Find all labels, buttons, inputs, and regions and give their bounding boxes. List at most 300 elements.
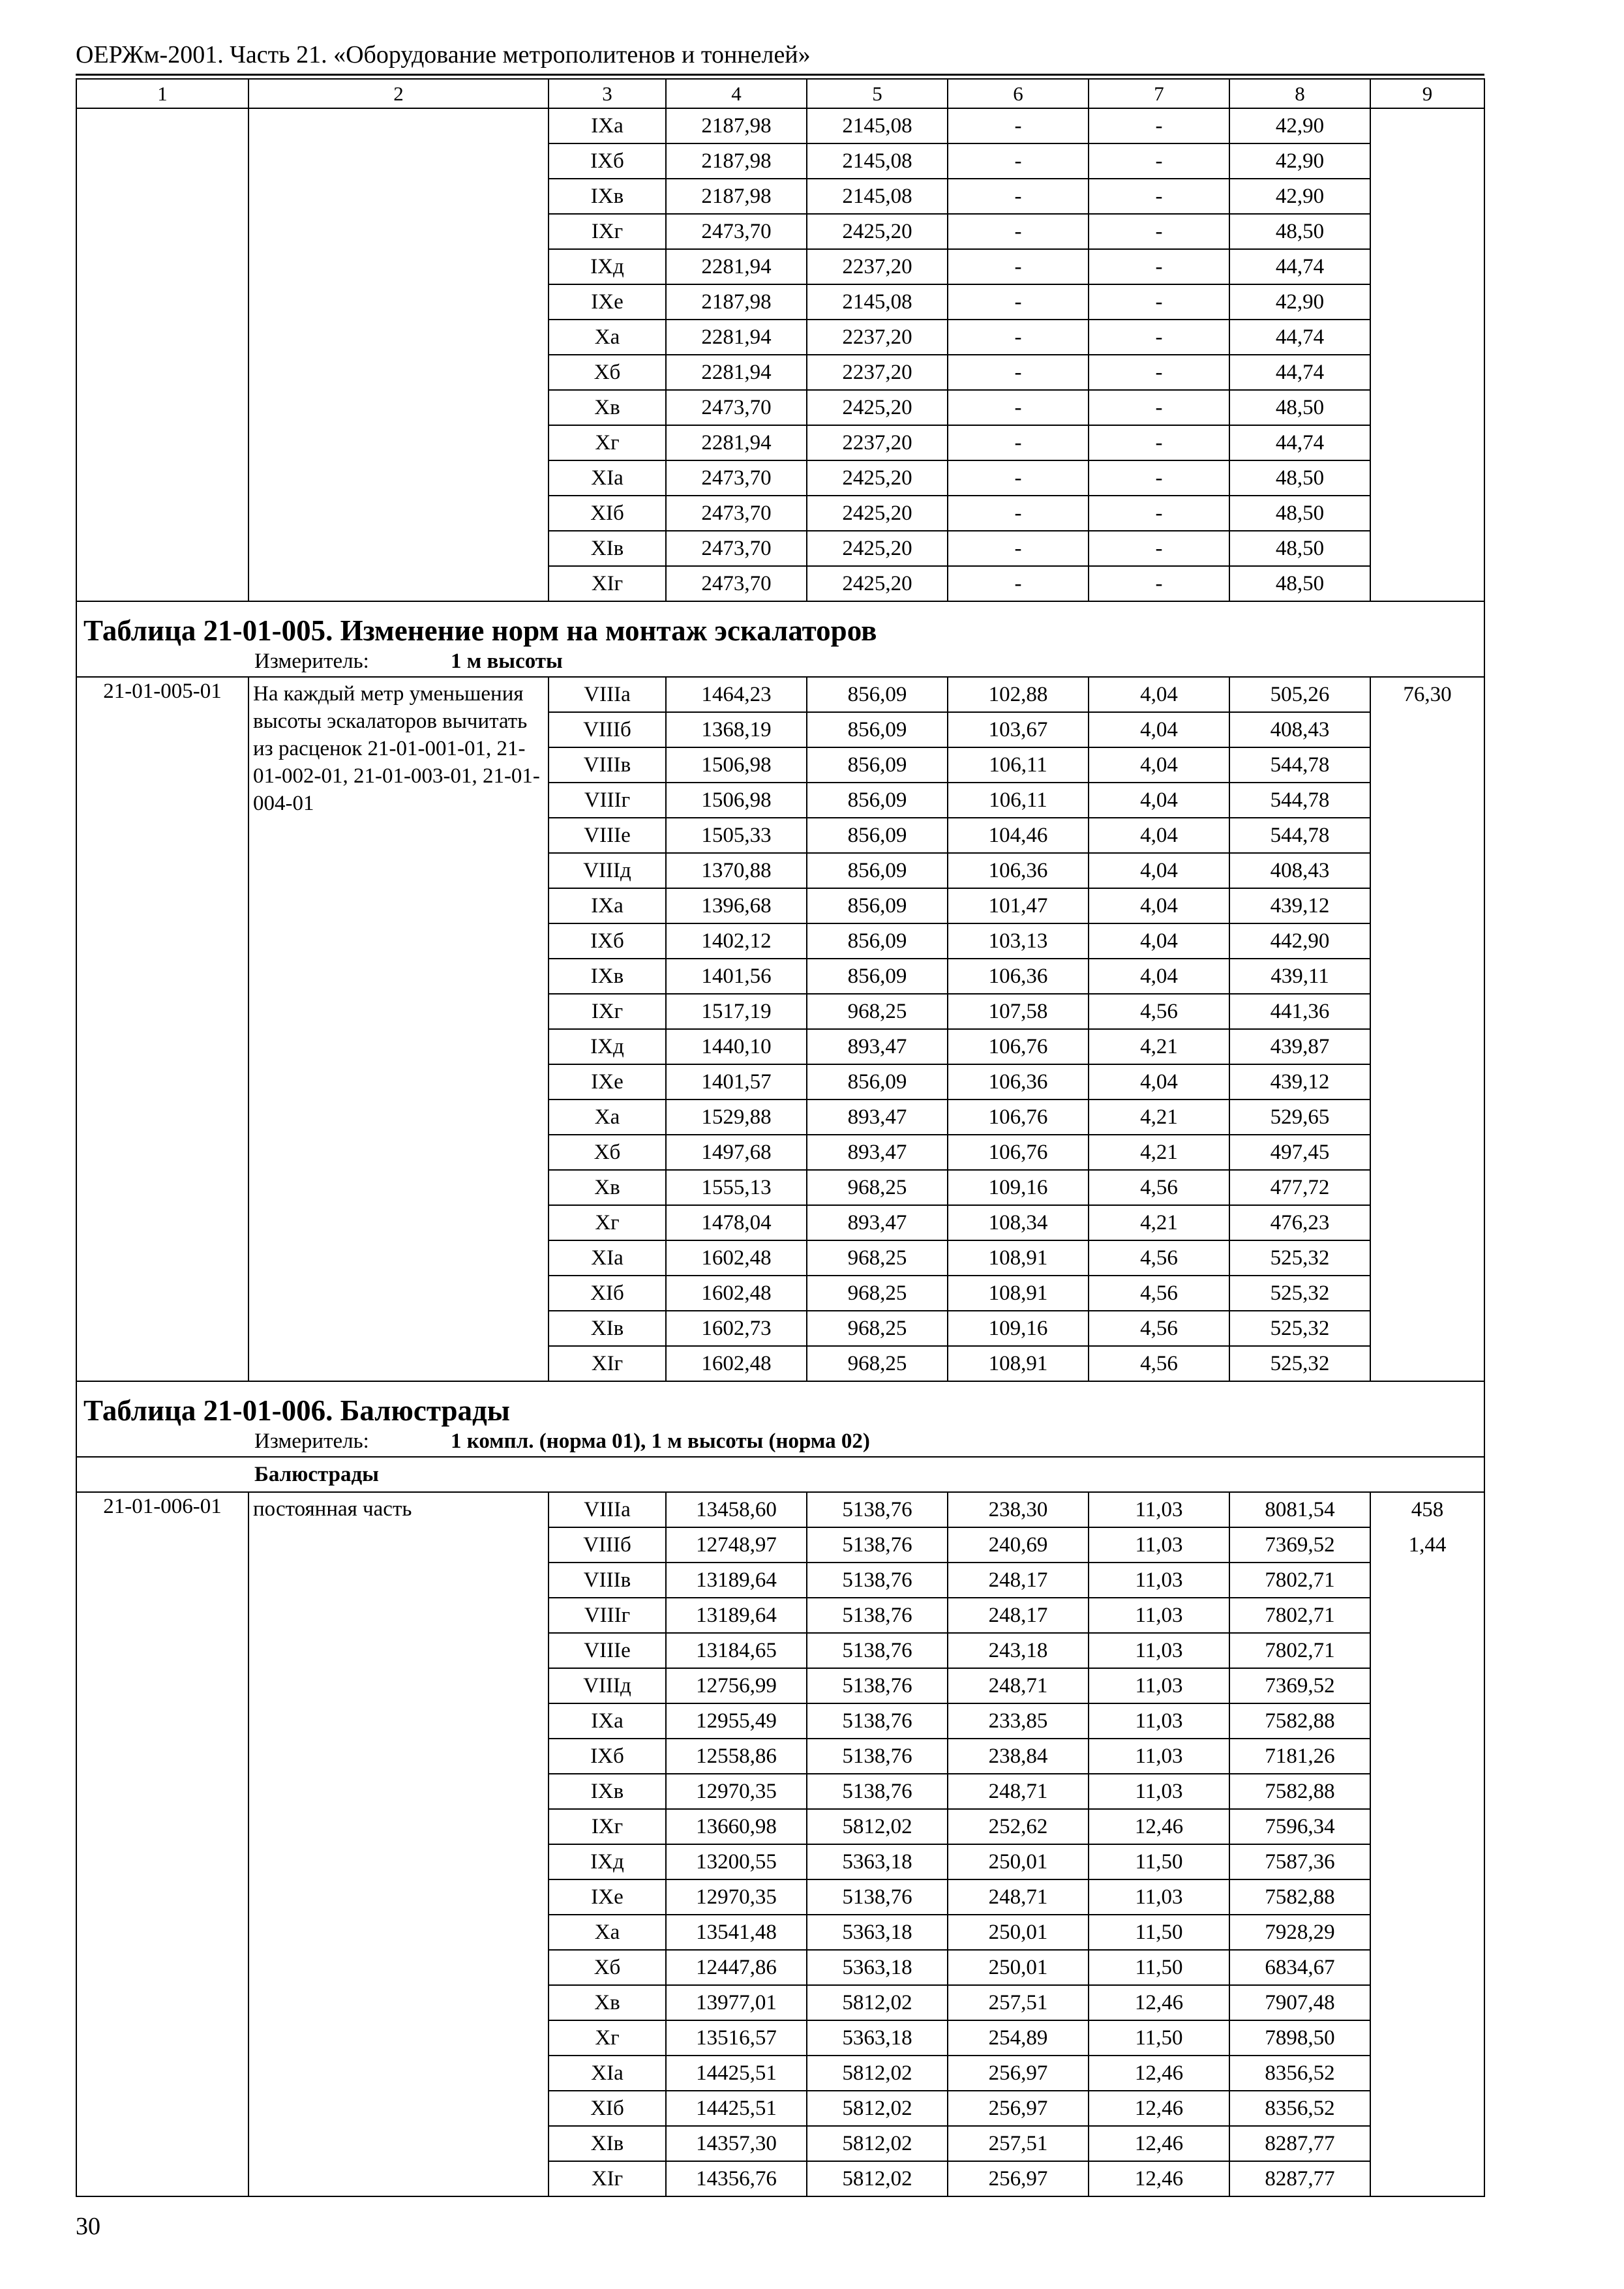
table-cell: VIIIг	[549, 783, 666, 818]
table-cell: 11,03	[1089, 1668, 1229, 1703]
table-cell: XIв	[549, 531, 666, 566]
table-cell: 106,76	[948, 1029, 1089, 1064]
table-cell: 4,04	[1089, 923, 1229, 959]
table-cell: 856,09	[807, 959, 948, 994]
table-cell: 1401,56	[666, 959, 807, 994]
table-cell: 248,71	[948, 1879, 1089, 1915]
table-cell: 4,56	[1089, 1170, 1229, 1205]
table-cell: 5812,02	[807, 2126, 948, 2161]
table-cell: 4,21	[1089, 1205, 1229, 1240]
table-cell: 2473,70	[666, 496, 807, 531]
table-cell: Xв	[549, 1985, 666, 2020]
measure-line	[77, 648, 1484, 676]
table-cell: 2425,20	[807, 566, 948, 601]
table-cell: 893,47	[807, 1205, 948, 1240]
table-cell: 525,32	[1229, 1346, 1370, 1381]
table-cell: 5812,02	[807, 2056, 948, 2091]
table-cell: 106,11	[948, 747, 1089, 783]
table-cell: 968,25	[807, 1240, 948, 1276]
table-cell: 11,50	[1089, 1950, 1229, 1985]
table-cell: IXа	[549, 108, 666, 143]
table-cell: 4,56	[1089, 1276, 1229, 1311]
table-cell: 13977,01	[666, 1985, 807, 2020]
table-cell: 856,09	[807, 818, 948, 853]
table-cell: Xа	[549, 320, 666, 355]
table-cell: 544,78	[1229, 818, 1370, 853]
table-cell: 8356,52	[1229, 2056, 1370, 2091]
table-cell: 48,50	[1229, 531, 1370, 566]
table-cell: -	[1089, 460, 1229, 496]
table-cell: 12,46	[1089, 2161, 1229, 2196]
column-number: 7	[1089, 79, 1229, 108]
table-cell: Xб	[549, 355, 666, 390]
table-cell: 1396,68	[666, 888, 807, 923]
table-cell: VIIIб	[549, 1527, 666, 1563]
table-cell: Xа	[549, 1100, 666, 1135]
table-cell: 1602,48	[666, 1346, 807, 1381]
table-cell: 1464,23	[666, 677, 807, 712]
table-cell: 4,56	[1089, 994, 1229, 1029]
table-cell: 44,74	[1229, 355, 1370, 390]
table-cell: 5363,18	[807, 1915, 948, 1950]
table-cell: 4,21	[1089, 1029, 1229, 1064]
table-cell: 5138,76	[807, 1492, 948, 1527]
table-row	[76, 1492, 1484, 1527]
table-cell: 2473,70	[666, 460, 807, 496]
table-cell: XIв	[549, 2126, 666, 2161]
table-cell: 1602,48	[666, 1240, 807, 1276]
table-cell: 248,17	[948, 1563, 1089, 1598]
table-cell: 5138,76	[807, 1774, 948, 1809]
subheading-row	[76, 1457, 1484, 1492]
table-cell: XIг	[549, 566, 666, 601]
table-cell: Xг	[549, 425, 666, 460]
section-subheading: Балюстрады	[76, 1457, 1484, 1492]
table-cell: 2145,08	[807, 179, 948, 214]
table-cell: 2473,70	[666, 566, 807, 601]
table-cell: 5138,76	[807, 1879, 948, 1915]
column-number-row	[76, 79, 1484, 108]
table-cell: 7802,71	[1229, 1633, 1370, 1668]
table-cell: -	[1089, 249, 1229, 284]
table-cell: -	[948, 214, 1089, 249]
table-cell: 529,65	[1229, 1100, 1370, 1135]
table-cell: 4,04	[1089, 1064, 1229, 1100]
table-cell: 12447,86	[666, 1950, 807, 1985]
table-cell: 4,21	[1089, 1100, 1229, 1135]
table-title: Таблица 21-01-005. Изменение норм на монтаж эскалаторов	[83, 614, 877, 647]
table-cell: 7181,26	[1229, 1739, 1370, 1774]
table-cell: 109,16	[948, 1170, 1089, 1205]
table-cell: 252,62	[948, 1809, 1089, 1844]
table-cell: 48,50	[1229, 496, 1370, 531]
table-cell: 250,01	[948, 1950, 1089, 1985]
table-cell: 856,09	[807, 888, 948, 923]
table-cell: VIIIв	[549, 1563, 666, 1598]
table-cell: 102,88	[948, 677, 1089, 712]
table-cell: -	[1089, 143, 1229, 179]
table-cell: 1602,73	[666, 1311, 807, 1346]
table-cell: VIIIа	[549, 1492, 666, 1527]
table-cell: 2425,20	[807, 531, 948, 566]
table-cell: 248,71	[948, 1774, 1089, 1809]
rate-description: На каждый метр уменьшения высоты эскалаторов вычитать из расценок 21-01-001-01, 21-01-002-01, 21-01-003-01, 21-01-004-01	[248, 677, 549, 1381]
table-cell: 2145,08	[807, 143, 948, 179]
table-cell: 11,03	[1089, 1527, 1229, 1563]
table-cell: 441,36	[1229, 994, 1370, 1029]
column-9-value: 458	[1411, 1498, 1444, 1521]
table-cell: 1529,88	[666, 1100, 807, 1135]
table-cell: 5138,76	[807, 1633, 948, 1668]
table-cell: 968,25	[807, 1311, 948, 1346]
table-cell: 104,46	[948, 818, 1089, 853]
table-cell: 4,04	[1089, 747, 1229, 783]
table-cell: 6834,67	[1229, 1950, 1370, 1985]
table-cell: 42,90	[1229, 108, 1370, 143]
table-cell: 5138,76	[807, 1527, 948, 1563]
table-cell: 44,74	[1229, 425, 1370, 460]
table-cell: 2473,70	[666, 214, 807, 249]
table-cell: 7582,88	[1229, 1703, 1370, 1739]
table-cell: 8287,77	[1229, 2126, 1370, 2161]
table-cell: -	[948, 566, 1089, 601]
table-heading	[76, 601, 1484, 677]
table-cell: 968,25	[807, 994, 948, 1029]
table-cell: 1505,33	[666, 818, 807, 853]
table-cell: 5363,18	[807, 1950, 948, 1985]
table-cell: 14425,51	[666, 2056, 807, 2091]
table-cell: 256,97	[948, 2056, 1089, 2091]
table-cell: Xв	[549, 390, 666, 425]
table-cell: 1478,04	[666, 1205, 807, 1240]
table-cell: 856,09	[807, 853, 948, 888]
table-cell: 240,69	[948, 1527, 1089, 1563]
table-cell: 12,46	[1089, 2091, 1229, 2126]
table-cell: VIIIд	[549, 853, 666, 888]
table-cell: 238,84	[948, 1739, 1089, 1774]
table-cell: 7898,50	[1229, 2020, 1370, 2056]
table-cell: 48,50	[1229, 566, 1370, 601]
table-cell: 408,43	[1229, 853, 1370, 888]
table-cell: IXд	[549, 1029, 666, 1064]
table-cell: 11,50	[1089, 1844, 1229, 1879]
table-cell: 254,89	[948, 2020, 1089, 2056]
table-cell: 2187,98	[666, 179, 807, 214]
table-cell: 856,09	[807, 923, 948, 959]
table-cell: 2281,94	[666, 425, 807, 460]
table-cell: 1440,10	[666, 1029, 807, 1064]
column-number: 6	[948, 79, 1089, 108]
table-cell: 12970,35	[666, 1774, 807, 1809]
table-cell: 4,21	[1089, 1135, 1229, 1170]
table-cell: 11,50	[1089, 1915, 1229, 1950]
table-cell: IXд	[549, 249, 666, 284]
table-cell: XIг	[549, 2161, 666, 2196]
table-cell: -	[948, 390, 1089, 425]
table-cell: 5363,18	[807, 2020, 948, 2056]
table-cell: 11,03	[1089, 1739, 1229, 1774]
table-cell: 505,26	[1229, 677, 1370, 712]
table-cell: -	[1089, 214, 1229, 249]
table-cell: 106,36	[948, 1064, 1089, 1100]
table-cell: 7802,71	[1229, 1598, 1370, 1633]
table-row	[76, 677, 1484, 712]
table-cell: 5138,76	[807, 1739, 948, 1774]
table-cell: 13541,48	[666, 1915, 807, 1950]
table-cell: VIIIг	[549, 1598, 666, 1633]
table-cell: 108,91	[948, 1346, 1089, 1381]
table-cell: IXе	[549, 1879, 666, 1915]
table-cell: -	[1089, 390, 1229, 425]
table-cell: 248,17	[948, 1598, 1089, 1633]
table-cell: 12748,97	[666, 1527, 807, 1563]
table-cell: 497,45	[1229, 1135, 1370, 1170]
table-cell: 525,32	[1229, 1311, 1370, 1346]
table-cell: 1602,48	[666, 1276, 807, 1311]
table-cell: IXд	[549, 1844, 666, 1879]
table-cell: 856,09	[807, 1064, 948, 1100]
table-cell: 256,97	[948, 2161, 1089, 2196]
table-cell: Xг	[549, 2020, 666, 2056]
table-cell: -	[948, 179, 1089, 214]
table-cell: 11,03	[1089, 1563, 1229, 1598]
column-number: 3	[549, 79, 666, 108]
table-cell: XIб	[549, 2091, 666, 2126]
table-cell: -	[1089, 355, 1229, 390]
table-cell: 5812,02	[807, 1985, 948, 2020]
table-cell: 250,01	[948, 1915, 1089, 1950]
price-table	[76, 78, 1485, 2197]
table-cell: 856,09	[807, 712, 948, 747]
table-cell: 1368,19	[666, 712, 807, 747]
measure-label: Измеритель:	[254, 1429, 369, 1453]
table-cell: 13200,55	[666, 1844, 807, 1879]
table-heading-row	[76, 601, 1484, 677]
table-cell: XIа	[549, 460, 666, 496]
table-cell: 1497,68	[666, 1135, 807, 1170]
table-cell: 14425,51	[666, 2091, 807, 2126]
table-cell: -	[1089, 566, 1229, 601]
table-cell: 42,90	[1229, 284, 1370, 320]
table-cell: 7907,48	[1229, 1985, 1370, 2020]
table-cell: 12756,99	[666, 1668, 807, 1703]
table-cell: IXв	[549, 959, 666, 994]
table-cell: 544,78	[1229, 747, 1370, 783]
table-cell: 2425,20	[807, 214, 948, 249]
table-cell: 108,34	[948, 1205, 1089, 1240]
column-9-value: 76,30	[1403, 683, 1452, 706]
table-cell: 856,09	[807, 747, 948, 783]
table-cell: VIIIе	[549, 818, 666, 853]
table-cell: -	[948, 531, 1089, 566]
table-cell: XIб	[549, 1276, 666, 1311]
table-cell: 233,85	[948, 1703, 1089, 1739]
table-cell: Xа	[549, 1915, 666, 1950]
column-9-values	[1370, 1492, 1484, 2196]
column-number: 1	[76, 79, 248, 108]
table-cell: 106,36	[948, 853, 1089, 888]
page-number: 30	[76, 2213, 100, 2240]
table-cell: 107,58	[948, 994, 1089, 1029]
table-cell: 13189,64	[666, 1563, 807, 1598]
table-cell: 856,09	[807, 677, 948, 712]
table-cell: -	[948, 496, 1089, 531]
table-cell: XIв	[549, 1311, 666, 1346]
table-cell: 7596,34	[1229, 1809, 1370, 1844]
table-cell: IXв	[549, 1774, 666, 1809]
measure-value: 1 компл. (норма 01), 1 м высоты (норма 02)	[451, 1429, 870, 1453]
table-cell: -	[948, 249, 1089, 284]
table-cell: 893,47	[807, 1135, 948, 1170]
table-cell: 2237,20	[807, 355, 948, 390]
table-cell: 106,36	[948, 959, 1089, 994]
table-cell: 109,16	[948, 1311, 1089, 1346]
table-cell: 4,04	[1089, 818, 1229, 853]
table-cell: 108,91	[948, 1276, 1089, 1311]
table-cell: IXе	[549, 1064, 666, 1100]
table-cell: 4,04	[1089, 677, 1229, 712]
table-cell: -	[948, 320, 1089, 355]
table-cell: XIа	[549, 1240, 666, 1276]
table-cell: -	[1089, 531, 1229, 566]
table-cell: 856,09	[807, 783, 948, 818]
column-number: 9	[1370, 79, 1484, 108]
table-cell: 2187,98	[666, 284, 807, 320]
table-cell: 11,03	[1089, 1633, 1229, 1668]
table-cell: 4,56	[1089, 1311, 1229, 1346]
table-cell: 4,56	[1089, 1346, 1229, 1381]
table-cell: 42,90	[1229, 143, 1370, 179]
table-cell: 13189,64	[666, 1598, 807, 1633]
table-cell: 106,76	[948, 1135, 1089, 1170]
table-cell: 103,13	[948, 923, 1089, 959]
table-cell: 11,50	[1089, 2020, 1229, 2056]
price-table-body	[76, 79, 1484, 2196]
table-cell: 2187,98	[666, 143, 807, 179]
table-cell: -	[1089, 496, 1229, 531]
table-cell: 48,50	[1229, 214, 1370, 249]
table-cell: 2237,20	[807, 249, 948, 284]
table-cell: IXг	[549, 1809, 666, 1844]
table-cell: 12970,35	[666, 1879, 807, 1915]
table-cell: 7369,52	[1229, 1668, 1370, 1703]
table-cell: 11,03	[1089, 1774, 1229, 1809]
table-title: Таблица 21-01-006. Балюстрады	[83, 1394, 510, 1427]
rate-description: постоянная часть	[248, 1492, 549, 2196]
table-cell: 439,12	[1229, 1064, 1370, 1100]
table-cell: 893,47	[807, 1029, 948, 1064]
table-cell: 2281,94	[666, 355, 807, 390]
table-cell: 5812,02	[807, 2161, 948, 2196]
table-row	[76, 108, 1484, 143]
table-cell: IXе	[549, 284, 666, 320]
table-cell: 1370,88	[666, 853, 807, 888]
table-cell: 11,03	[1089, 1598, 1229, 1633]
table-cell: 2237,20	[807, 425, 948, 460]
measure-label: Измеритель:	[254, 650, 369, 673]
table-cell: 12,46	[1089, 2126, 1229, 2161]
table-cell: 103,67	[948, 712, 1089, 747]
table-cell: 1402,12	[666, 923, 807, 959]
column-9-values	[1370, 677, 1484, 1381]
table-cell: 4,04	[1089, 853, 1229, 888]
rate-description	[248, 108, 549, 601]
table-cell: IXб	[549, 143, 666, 179]
table-cell: IXг	[549, 214, 666, 249]
table-cell: -	[1089, 108, 1229, 143]
table-cell: 7928,29	[1229, 1915, 1370, 1950]
table-cell: VIIIд	[549, 1668, 666, 1703]
table-cell: 106,11	[948, 783, 1089, 818]
table-cell: 12955,49	[666, 1703, 807, 1739]
table-cell: 106,76	[948, 1100, 1089, 1135]
table-cell: 5138,76	[807, 1563, 948, 1598]
table-cell: IXа	[549, 888, 666, 923]
table-cell: 257,51	[948, 2126, 1089, 2161]
table-cell: 256,97	[948, 2091, 1089, 2126]
table-cell: -	[948, 143, 1089, 179]
table-cell: 48,50	[1229, 460, 1370, 496]
column-9-value: 1,44	[1408, 1533, 1447, 1557]
table-cell: 12,46	[1089, 1985, 1229, 2020]
table-cell: 1506,98	[666, 747, 807, 783]
table-cell: 968,25	[807, 1346, 948, 1381]
table-cell: 2145,08	[807, 284, 948, 320]
table-cell: 14356,76	[666, 2161, 807, 2196]
table-cell: VIIIб	[549, 712, 666, 747]
running-header: ОЕРЖм-2001. Часть 21. «Оборудование метрополитенов и тоннелей»	[76, 41, 811, 68]
table-cell: 1506,98	[666, 783, 807, 818]
table-cell: 238,30	[948, 1492, 1089, 1527]
table-cell: 5138,76	[807, 1598, 948, 1633]
table-cell: -	[948, 284, 1089, 320]
table-cell: 250,01	[948, 1844, 1089, 1879]
table-cell: -	[948, 355, 1089, 390]
column-9-values	[1370, 108, 1484, 601]
table-cell: 12,46	[1089, 2056, 1229, 2091]
table-cell: 5812,02	[807, 2091, 948, 2126]
table-cell: 1555,13	[666, 1170, 807, 1205]
table-cell: 7802,71	[1229, 1563, 1370, 1598]
table-cell: 476,23	[1229, 1205, 1370, 1240]
table-cell: 7369,52	[1229, 1527, 1370, 1563]
table-cell: 5363,18	[807, 1844, 948, 1879]
table-cell: XIг	[549, 1346, 666, 1381]
table-cell: -	[948, 425, 1089, 460]
table-cell: -	[1089, 179, 1229, 214]
column-number: 8	[1229, 79, 1370, 108]
table-cell: 44,74	[1229, 249, 1370, 284]
table-cell: 5138,76	[807, 1703, 948, 1739]
table-cell: 968,25	[807, 1276, 948, 1311]
table-cell: 7582,88	[1229, 1774, 1370, 1809]
table-cell: VIIIа	[549, 677, 666, 712]
table-cell: 2145,08	[807, 108, 948, 143]
header-rule	[76, 74, 1484, 76]
table-cell: 257,51	[948, 1985, 1089, 2020]
table-cell: IXб	[549, 923, 666, 959]
table-cell: 2281,94	[666, 249, 807, 284]
table-cell: 5812,02	[807, 1809, 948, 1844]
rate-code	[76, 108, 248, 601]
table-cell: Xг	[549, 1205, 666, 1240]
table-cell: 544,78	[1229, 783, 1370, 818]
measure-line	[77, 1428, 1484, 1456]
table-cell: 439,12	[1229, 888, 1370, 923]
table-cell: Xб	[549, 1950, 666, 1985]
table-heading	[76, 1381, 1484, 1457]
table-cell: 7587,36	[1229, 1844, 1370, 1879]
